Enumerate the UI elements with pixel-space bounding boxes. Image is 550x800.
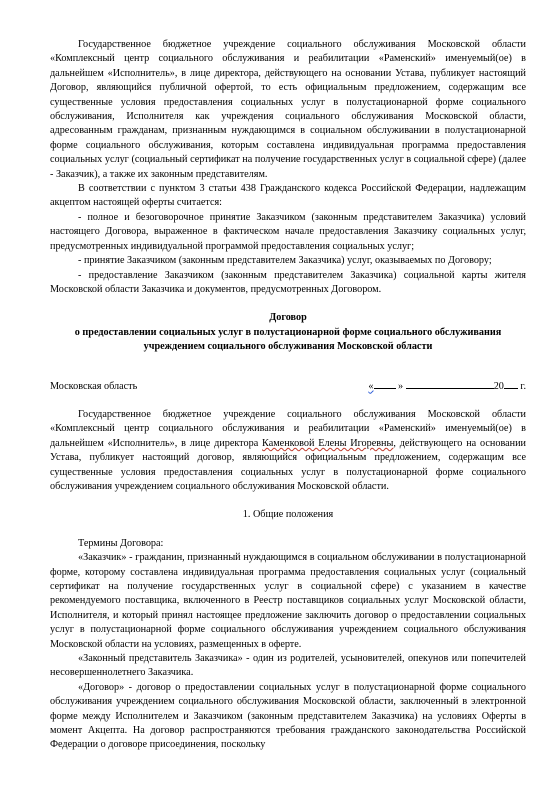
terms-label: Термины Договора: [78, 537, 164, 549]
preamble-paragraph-1: Государственное бюджетное учреждение социального обслуживания Московской области «Комплексный центр социального обслуживания и реабилитации «Раменский» именуемый(ое) в дальнейшем «Исполнитель», в лице директора, действующего на основании Устава, публикует настоящий Договор, являющийся публичной офертой, то есть официальным предложением, содержащим все существенные условия предоставления социальных услуг в полустационарной форме социального обслуживания, Исполнителя как учреждения социального обслуживания Московской области, адресованным гражданам, признанным нуждающимся в социальном обслуживании в полустационарной форме социального обслуживания, которым составлена индивидуальная программа предоставления социальных услуг (социальный сертификат на получение государственных услуг в социальной сфере) (далее - Заказчик), а также их законным представителям. [50, 39, 526, 180]
spacer [50, 297, 526, 311]
place-date-row [50, 379, 526, 394]
term-customer: «Заказчик» - гражданин, признанный нуждающимся в социальном обслуживании в полустационарной форме, которому составлена индивидуальная программа предоставления социальных услуг (социальный сертификат на получение государственных услуг в социальной сфере) с указанием в качестве рекомендуемого поставщика, включенного в Реестр поставщиков социальных услуг Московской области, Исполнителя, и который принял настоящее предложение заключить договор о предоставлении социальных услуг в полустационарной форме социального обслуживания учреждением социального обслуживания Московской области на условиях, размещенных в оферте. [50, 552, 526, 650]
date-quote-close: » [398, 380, 404, 392]
date-quote-open: « [368, 380, 374, 392]
acceptance-item-3: - предоставление Заказчиком (законным представителем Заказчика) социальной карты жителя Московской области Заказчика и документов, предусмотренных Договором. [50, 269, 526, 295]
contract-title-line-1: Договор [269, 312, 307, 324]
contract-date [368, 379, 526, 394]
intro-text-b: , действующего на основании Устава, публикует настоящий договор, являющийся официальным предложением, содержащим все существенные условия предоставления социальных услуг в полустационарной форме социального обслуживания учреждением социального обслуживания Московской области. [50, 437, 527, 492]
preamble-paragraph-2: В соответствии с пунктом 3 статьи 438 Гражданского кодекса Российской Федерации, надлежащим акцептом настоящей оферты считается: [50, 183, 526, 209]
director-name: Каменковой Елены Игоревны [262, 437, 394, 449]
term-contract: «Договор» - договор о предоставлении социальных услуг в полустационарной форме социального обслуживания учреждением социального обслуживания Московской области, заключенный в электронной форме между Исполнителем и Заказчиком (законным представителем Заказчика) на условиях Оферты в момент Акцепта. На договор распространяются требования гражданского законодательства Российской Федерации о договоре присоединения, поскольку [50, 681, 526, 751]
spacer [50, 355, 526, 369]
intro-text-a: Государственное бюджетное учреждение социального обслуживания Московской области «Комплексный центр социального обслуживания и реабилитации «Раменский» именуемый(ое) в дальнейшем «Исполнитель», в лице директора [50, 408, 526, 449]
spacer [50, 369, 526, 379]
date-year-prefix: 20 [493, 380, 504, 392]
date-month-blank [406, 379, 494, 389]
acceptance-item-1: - полное и безоговорочное принятие Заказчиком (законным представителем Заказчика) условий настоящего Договора, выраженное в фактическом начале предоставления Заказчику социальных услуг, предусмотренных индивидуальной программой предоставления социальных услуг; [50, 211, 526, 252]
date-year-blank [504, 379, 518, 389]
contract-title-line-3: учреждением социального обслуживания Московской области [143, 341, 433, 353]
date-year-suffix: г. [520, 380, 526, 392]
term-legal-representative: «Законный представитель Заказчика» - один из родителей, усыновителей, опекунов или попечителей несовершеннолетнего Заказчика. [50, 653, 526, 679]
spacer [50, 394, 526, 408]
date-day-blank [374, 379, 396, 389]
spacer [50, 523, 526, 537]
contract-place: Московская область [50, 380, 138, 392]
contract-title-line-2: о предоставлении социальных услуг в полустационарной форме социального обслуживания [74, 326, 502, 338]
section-1-heading: 1. Общие положения [242, 509, 334, 521]
intro-paragraph [50, 408, 526, 494]
acceptance-item-2: - принятие Заказчиком (законным представителем Заказчика) услуг, оказываемых по Договору; [78, 255, 492, 267]
spacer [50, 494, 526, 508]
